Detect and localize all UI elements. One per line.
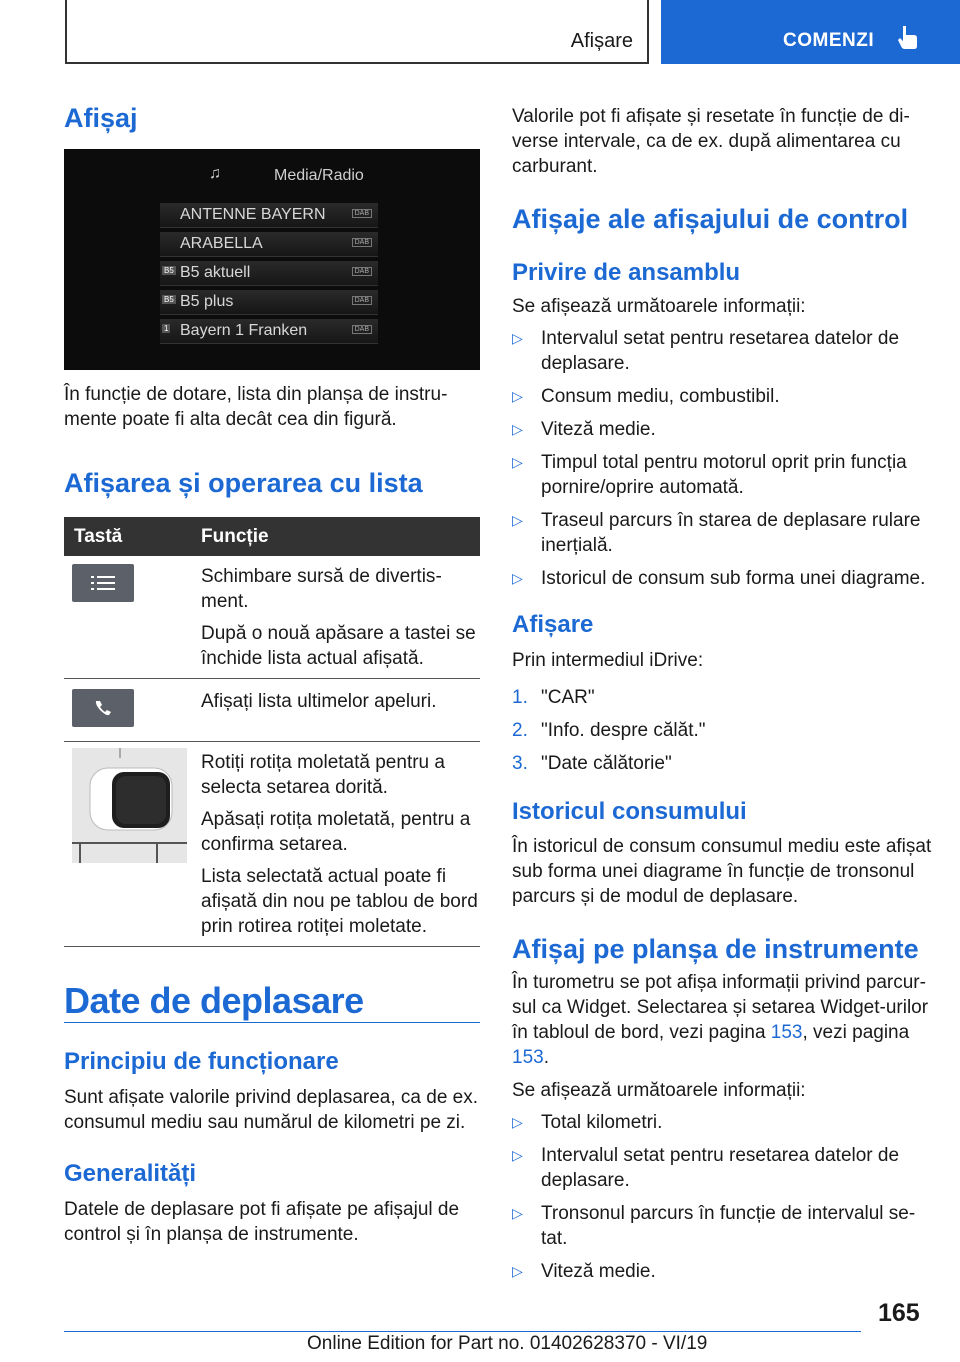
triangle-bullet-icon: ▷ <box>512 512 523 528</box>
screen-list-item <box>160 261 378 286</box>
list-item: ▷ Tronsonul parcurs în funcție de intervalul setat. <box>512 1203 916 1249</box>
step-item: 3. "Date călătorie" <box>512 753 672 774</box>
privire-list <box>512 326 932 599</box>
row-paragraph: Rotiți rotița moletată pentru a selecta setarea dorită. <box>201 752 445 798</box>
triangle-bullet-icon: ▷ <box>512 570 523 586</box>
screen-item-label: B5 plus <box>180 293 234 310</box>
triangle-bullet-icon: ▷ <box>512 421 523 437</box>
row-text <box>201 689 480 721</box>
date-deplasare-heading: Date de deplasare <box>64 980 364 1021</box>
heading-rule <box>64 1022 480 1023</box>
dab-badge: DAB <box>352 296 372 305</box>
list-item: ▷ Intervalul setat pentru resetarea datelor de deplasare. <box>512 1145 900 1191</box>
afisare-heading: Afișare <box>512 611 594 638</box>
screen-item-label: ARABELLA <box>180 235 263 252</box>
page-link-153[interactable]: 153 <box>512 1047 544 1068</box>
page-link-153[interactable]: 153 <box>770 1022 803 1043</box>
plansa-heading: Afișaj pe planșa de instrumente <box>512 934 919 964</box>
page-number: 165 <box>878 1299 920 1327</box>
triangle-bullet-icon: ▷ <box>512 330 523 346</box>
list-item: ▷ Viteză medie. <box>512 419 656 440</box>
afisaj-note: În funcție de dotare, lista din planșa de instrumente poate fi alta decât cea din figură. <box>64 384 448 430</box>
step-item: 2. "Info. despre călăt." <box>512 720 706 741</box>
header-tab-comenzi[interactable] <box>661 0 960 64</box>
phone-button-icon <box>72 689 134 727</box>
row-text <box>201 564 480 678</box>
generalitati-text: Datele de deplasare pot fi afișate pe afișajul de control și în planșa de instrumente. <box>64 1199 460 1245</box>
afisaje-heading: Afișaje ale afișajului de control <box>512 204 909 234</box>
thumbwheel-image <box>72 748 187 863</box>
media-radio-icon: ♫ <box>209 165 221 182</box>
screen-item-label: Bayern 1 Franken <box>180 322 308 339</box>
screen-item-label: B5 aktuell <box>180 264 251 281</box>
screen-title: Media/Radio <box>274 167 364 184</box>
privire-text: Se afișează următoarele informații: <box>512 296 806 317</box>
table-row <box>64 742 480 947</box>
triangle-bullet-icon: ▷ <box>512 1114 523 1130</box>
triangle-bullet-icon: ▷ <box>512 1263 523 1279</box>
screen-list-item <box>160 203 378 228</box>
principiu-heading: Principiu de funcționare <box>64 1048 339 1075</box>
list-item: ▷ Traseul parcurs în starea de deplasare rulare inerțială. <box>512 510 921 556</box>
screen-list-item <box>160 232 378 257</box>
list-item: ▷ Consum mediu, combustibil. <box>512 386 780 407</box>
istoric-text: În istoricul de consum consumul mediu este afișat sub forma unei diagrame în funcție de tronsonul parcurs și de modul de deplasare. <box>512 836 932 907</box>
screen-item-label: ANTENNE BAYERN <box>180 206 326 223</box>
row-paragraph: Lista selectată actual poate fi afișată din nou pe tablou de bord prin rotirea rotiței moletate. <box>201 866 478 937</box>
table-header <box>64 517 480 556</box>
column-header-key: Tastă <box>74 526 123 547</box>
key-function-table <box>64 517 480 947</box>
station-logo: B5 <box>164 295 174 304</box>
row-paragraph: Schimbare sursă de divertisment. <box>201 566 442 612</box>
plansa-list <box>512 1110 932 1292</box>
footer-rule <box>64 1331 861 1332</box>
header-section-label: Afișare <box>570 30 633 52</box>
list-item: ▷ Intervalul setat pentru resetarea datelor de deplasare. <box>512 328 900 374</box>
table-row <box>64 556 480 679</box>
triangle-bullet-icon: ▷ <box>512 1147 523 1163</box>
pointing-hand-icon <box>897 24 919 50</box>
table-row <box>64 679 480 742</box>
plansa-text: În turometru se pot afișa informații privind parcursul ca Widget. Selectarea și setarea Widget-urilor în tabloul de bord, vezi pagina 153, vezi pagina 153. <box>512 972 929 1068</box>
dab-badge: DAB <box>352 238 372 247</box>
afisaj-heading: Afișaj <box>64 103 138 133</box>
header-section-box <box>65 0 649 64</box>
triangle-bullet-icon: ▷ <box>512 1205 523 1221</box>
istoric-heading: Istoricul consumului <box>512 798 747 825</box>
intro-text: Valorile pot fi afișate și resetate în funcție de diverse intervale, ca de ex. după alimentarea cu carburant. <box>512 106 910 177</box>
dab-badge: DAB <box>352 209 372 218</box>
station-logo: B5 <box>164 266 174 275</box>
lista-heading: Afișarea și operarea cu lista <box>64 468 423 498</box>
list-item: ▷ Istoricul de consum sub forma unei diagrame. <box>512 568 926 589</box>
list-item: ▷ Total kilometri. <box>512 1112 663 1133</box>
triangle-bullet-icon: ▷ <box>512 388 523 404</box>
dab-badge: DAB <box>352 325 372 334</box>
edition-text: Online Edition for Part no. 01402628370 - VI/19 <box>307 1333 708 1354</box>
row-paragraph: Afișați lista ultimelor apeluri. <box>201 691 437 712</box>
list-button-icon <box>72 564 134 602</box>
step-item: 1. "CAR" <box>512 687 595 708</box>
screen-list-item <box>160 290 378 315</box>
header-tab-label: COMENZI <box>783 30 875 51</box>
column-header-function: Funcție <box>201 526 269 547</box>
list-item: ▷ Viteză medie. <box>512 1261 656 1282</box>
dab-badge: DAB <box>352 267 372 276</box>
privire-heading: Privire de ansamblu <box>512 259 741 286</box>
row-paragraph: Apăsați rotița moletată, pentru a confirma setarea. <box>201 809 471 855</box>
steps-list <box>512 685 932 784</box>
triangle-bullet-icon: ▷ <box>512 454 523 470</box>
screen-list-item <box>160 319 378 344</box>
list-item: ▷ Timpul total pentru motorul oprit prin funcția pornire/oprire automată. <box>512 452 907 498</box>
afisare-text: Prin intermediul iDrive: <box>512 650 704 671</box>
plansa-text2: Se afișează următoarele informații: <box>512 1080 806 1101</box>
generalitati-heading: Generalități <box>64 1160 197 1187</box>
row-text <box>201 750 480 946</box>
principiu-text: Sunt afișate valorile privind deplasarea, ca de ex. consumul mediu sau numărul de kilometri pe zi. <box>64 1087 479 1133</box>
media-radio-screen-image <box>64 149 480 370</box>
station-logo: 1 <box>164 324 169 333</box>
row-paragraph: După o nouă apăsare a tastei se închide lista actual afișată. <box>201 623 476 669</box>
